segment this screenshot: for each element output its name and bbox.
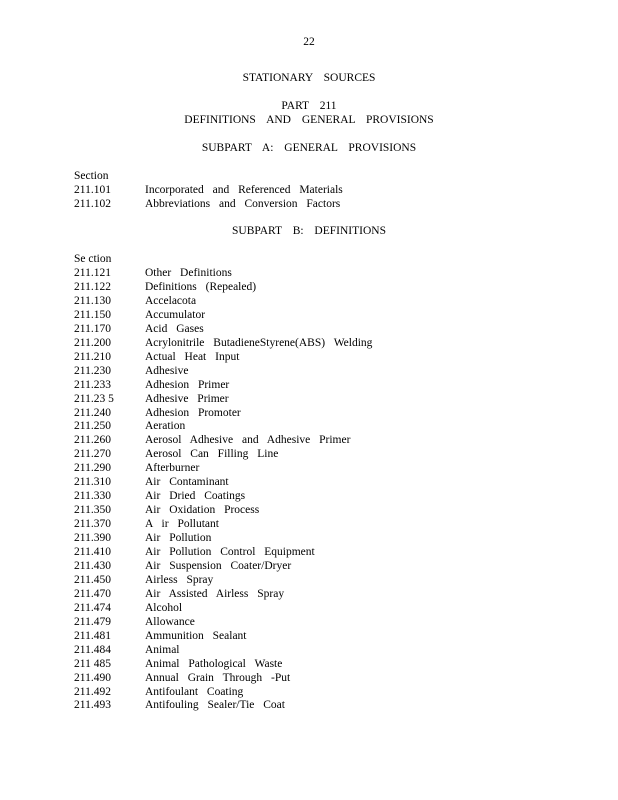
section-number: 211.101 [74, 184, 111, 196]
section-number: 211 485 [74, 657, 111, 670]
section-row [0, 560, 618, 574]
section-title: Air Pollution [145, 532, 212, 545]
section-row [0, 448, 618, 462]
section-title: Airless Spray [145, 573, 214, 586]
section-number: 211.240 [74, 406, 111, 419]
section-number: 211.470 [74, 587, 111, 600]
section-row [0, 518, 618, 532]
section-row [0, 379, 618, 393]
section-title: Annual Grain Through -Put [145, 671, 291, 684]
section-title: Air Dried Coatings [145, 490, 246, 503]
section-number: 211.410 [74, 546, 111, 558]
section-title: Adhesive [145, 364, 189, 377]
subpart-a-section-label: Section [74, 170, 109, 182]
section-row [0, 295, 618, 309]
section-number: 211.102 [74, 198, 111, 210]
section-row [0, 602, 618, 616]
section-number: 211.370 [74, 518, 111, 531]
section-title: Definitions (Repealed) [145, 280, 257, 293]
section-number: 211.250 [74, 420, 111, 433]
section-row [0, 337, 618, 351]
document-heading: STATIONARY SOURCES [242, 72, 376, 84]
section-title: Ammunition Sealant [145, 629, 247, 642]
section-title: Air Oxidation Process [145, 504, 260, 517]
section-row [0, 574, 618, 588]
section-row [0, 532, 618, 546]
section-title: Allowance [145, 615, 195, 628]
section-title: Alcohol [145, 601, 183, 614]
part-number: PART 211 [281, 100, 337, 112]
section-title: Animal Pathological Waste [145, 657, 283, 670]
section-number: 211.484 [74, 643, 111, 656]
subpart-b-section-label: Se ction [74, 253, 112, 265]
section-number: 211.479 [74, 615, 111, 628]
section-row [0, 672, 618, 686]
part-title: DEFINITIONS AND GENERAL PROVISIONS [184, 114, 434, 126]
section-title: Air Contaminant [145, 476, 229, 489]
section-row [0, 630, 618, 644]
section-row [0, 420, 618, 434]
section-number: 211.430 [74, 559, 111, 572]
section-title: Antifouling Sealer/Tie Coat [145, 699, 285, 712]
section-number: 211.210 [74, 350, 111, 363]
section-row [0, 393, 618, 407]
section-number: 211.150 [74, 308, 111, 321]
section-title: Adhesion Primer [145, 378, 230, 391]
section-number: 211.233 [74, 378, 111, 391]
section-row [0, 462, 618, 476]
section-row [0, 323, 618, 337]
section-number: 211.130 [74, 294, 111, 307]
section-number: 211.230 [74, 364, 111, 377]
section-title: A ir Pollutant [145, 518, 219, 531]
section-row [0, 184, 618, 198]
section-row [0, 309, 618, 323]
section-number: 211.350 [74, 504, 111, 517]
section-row [0, 686, 618, 700]
section-title: Acid Gases [145, 322, 204, 335]
subpart-b-title: SUBPART B: DEFINITIONS [232, 225, 386, 237]
section-number: 211.474 [74, 601, 111, 614]
section-row [0, 434, 618, 448]
section-row [0, 407, 618, 421]
section-number: 211.260 [74, 434, 111, 447]
section-row [0, 699, 618, 713]
section-title: Accumulator [145, 308, 206, 321]
section-title: Adhesion Promoter [145, 406, 241, 419]
section-title: Air Suspension Coater/Dryer [145, 559, 292, 572]
section-row [0, 644, 618, 658]
section-title: Aerosol Adhesive and Adhesive Primer [145, 434, 351, 447]
section-number: 211.330 [74, 490, 111, 503]
section-title: Aerosol Can Filling Line [145, 448, 279, 461]
section-number: 211.270 [74, 448, 111, 461]
section-row [0, 198, 618, 212]
section-number: 211.390 [74, 532, 111, 545]
section-row [0, 365, 618, 379]
section-number: 211.122 [74, 280, 111, 293]
section-title: Air Assisted Airless Spray [145, 587, 285, 600]
section-row [0, 267, 618, 281]
section-number: 211.493 [74, 699, 111, 712]
section-row [0, 504, 618, 518]
section-row [0, 351, 618, 365]
section-number: 211.121 [74, 267, 111, 279]
subpart-a-title: SUBPART A: GENERAL PROVISIONS [201, 142, 417, 154]
section-row [0, 476, 618, 490]
section-number: 211.170 [74, 322, 111, 335]
section-row [0, 658, 618, 672]
section-title: Adhesive Primer [145, 392, 229, 405]
section-row [0, 616, 618, 630]
section-row [0, 490, 618, 504]
section-title: Aeration [145, 420, 186, 433]
section-title: Accelacota [145, 294, 197, 307]
section-number: 211.492 [74, 685, 111, 698]
section-title: Incorporated and Referenced Materials [145, 184, 343, 196]
section-title: Acrylonitrile ButadieneStyrene(ABS) Welding [145, 336, 373, 349]
section-number: 211.490 [74, 671, 111, 684]
section-number: 211.290 [74, 462, 111, 475]
section-title: Antifoulant Coating [145, 685, 244, 698]
section-number: 211.310 [74, 476, 111, 489]
section-title: Air Pollution Control Equipment [145, 546, 315, 558]
section-title: Animal [145, 643, 180, 656]
section-number: 211.481 [74, 629, 111, 642]
section-row [0, 546, 618, 560]
section-number: 211.23 5 [74, 392, 114, 405]
section-number: 211.450 [74, 573, 111, 586]
section-number: 211.200 [74, 336, 111, 349]
section-title: Other Definitions [145, 267, 232, 279]
section-row [0, 281, 618, 295]
section-title: Actual Heat Input [145, 350, 240, 363]
section-row [0, 588, 618, 602]
section-title: Abbreviations and Conversion Factors [145, 198, 341, 210]
section-title: Afterburner [145, 462, 200, 475]
page-number: 22 [303, 36, 315, 48]
